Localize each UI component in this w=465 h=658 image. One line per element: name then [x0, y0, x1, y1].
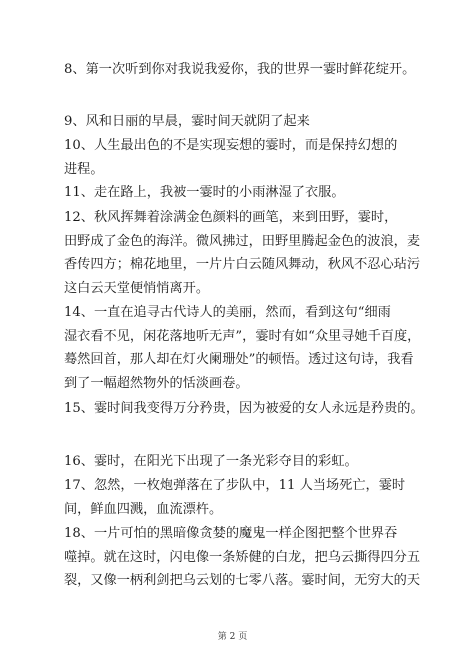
paragraph-9	[64, 110, 414, 134]
paragraph-line: 11、走在路上，我被一霎时的小雨淋湿了衣服。	[64, 185, 345, 200]
paragraph-line: 18、一片可怕的黑暗像贪婪的魔鬼一样企图把整个世界吞	[64, 526, 398, 541]
paragraph-line: 8、第一次听到你对我说我爱你，我的世界一霎时鲜花绽开。	[64, 62, 416, 77]
paragraph-14	[64, 301, 421, 395]
paragraph-8	[64, 58, 414, 82]
paragraph-line: 16、霎时，在阳光下出现了一条光彩夺目的彩虹。	[64, 454, 358, 469]
paragraph-12	[64, 206, 421, 300]
paragraph-17	[64, 474, 414, 521]
paragraph-line: 噬掉。就在这时，闪电像一条矫健的白龙，把乌云撕得四分五	[64, 549, 421, 565]
paragraph-10	[64, 134, 414, 181]
paragraph-line: 这白云天堂便悄悄离开。	[64, 280, 210, 296]
paragraph-line: 9、风和日丽的早晨，霎时间天就阴了起来	[64, 114, 310, 129]
paragraph-11	[64, 181, 414, 205]
paragraph-18	[64, 522, 421, 593]
paragraph-16	[64, 450, 414, 474]
paragraph-line: 10、人生最出色的不是实现妄想的霎时，而是保持幻想的	[64, 138, 398, 153]
paragraph-line: 到了一幅超然物外的恬淡画卷。	[64, 375, 249, 391]
paragraph-line: 14、一直在追寻古代诗人的美丽，然而，看到这句“细雨	[64, 305, 391, 320]
paragraph-line: 裂，又像一柄利剑把乌云划的七零八落。霎时间，无穷大的天	[64, 573, 421, 588]
paragraph-line: 12、秋风挥舞着涂满金色颜料的画笔，来到田野，霎时，	[64, 210, 398, 225]
paragraph-line: 15、霎时间我变得万分矜贵，因为被爱的女人永远是矜贵的。	[64, 401, 424, 416]
paragraph-line: 进程。	[64, 161, 104, 177]
paragraph-line: 田野成了金色的海洋。微风拂过，田野里腾起金色的波浪，麦	[64, 233, 421, 249]
paragraph-line: 蓦然回首，那人却在灯火阑珊处”的顿悟。透过这句诗，我看	[64, 352, 414, 367]
paragraph-line: 17、忽然，一枚炮弹落在了步队中，11 人当场死亡，霎时	[64, 478, 406, 493]
page-number: 第 2 页	[217, 632, 248, 642]
paragraph-15	[64, 397, 424, 421]
paragraph-line: 间，鲜血四溅，血流漂杵。	[64, 501, 223, 517]
paragraph-line: 香传四方；棉花地里，一片片白云随风舞动，秋风不忍心玷污	[64, 257, 421, 272]
paragraph-line: 湿衣看不见，闲花落地听无声”，霎时有如“众里寻她千百度，	[64, 328, 421, 344]
